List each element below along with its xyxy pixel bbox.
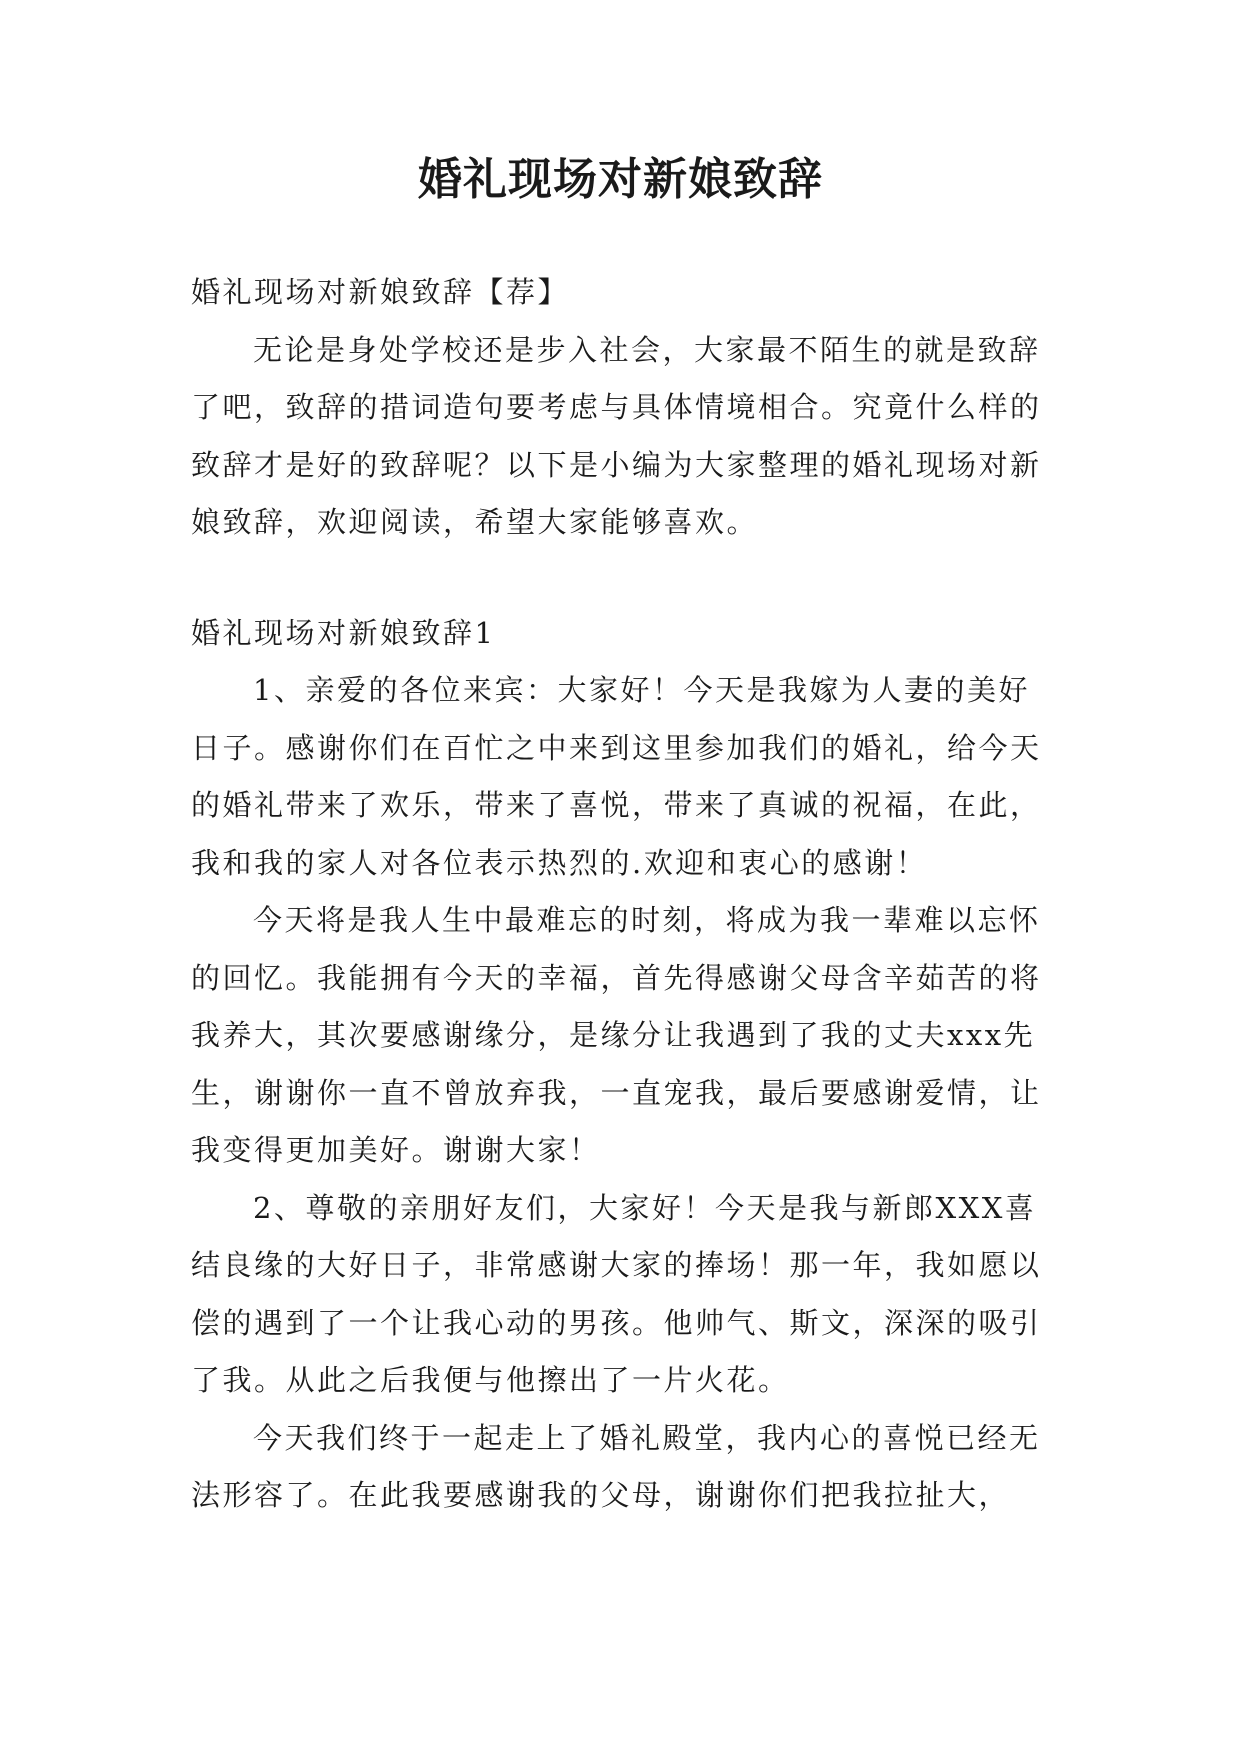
intro-paragraph: 无论是身处学校还是步入社会，大家最不陌生的就是致辞了吧，致辞的措词造句要考虑与具体情境相合。究竟什么样的致辞才是好的致辞呢？以下是小编为大家整理的婚礼现场对新娘致辞，欢迎阅读，希望大家能够喜欢。 <box>191 332 1042 539</box>
document-title: 婚礼现场对新娘致辞 <box>418 154 823 205</box>
section-spacer <box>191 552 1051 605</box>
body-paragraph-4: 今天我们终于一起走上了婚礼殿堂，我内心的喜悦已经无法形容了。在此我要感谢我的父母，谢谢你们把我拉扯大， <box>191 1420 1041 1512</box>
body-paragraph-1: 1、亲爱的各位来宾：大家好！今天是我嫁为人妻的美好日子。感谢你们在百忙之中来到这里参加我们的婚礼，给今天的婚礼带来了欢乐，带来了喜悦，带来了真诚的祝福，在此，我和我的家人对各位表示热烈的.欢迎和衷心的感谢！ <box>191 673 1042 880</box>
body-paragraph-3: 2、尊敬的亲朋好友们，大家好！今天是我与新郎XXX喜结良缘的大好日子，非常感谢大家的捧场！那一年，我如愿以偿的遇到了一个让我心动的男孩。他帅气、斯文，深深的吸引了我。从此之后我便与他擦出了一片火花。 <box>191 1190 1042 1397</box>
document-subtitle: 婚礼现场对新娘致辞【荐】 <box>191 275 570 309</box>
section-heading: 婚礼现场对新娘致辞1 <box>191 615 496 650</box>
body-paragraph-2: 今天将是我人生中最难忘的时刻，将成为我一辈难以忘怀的回忆。我能拥有今天的幸福，首先得感谢父母含辛茹苦的将我养大，其次要感谢缘分，是缘分让我遇到了我的丈夫xxx先生，谢谢你一直不曾放弃我，一直宠我，最后要感谢爱情，让我变得更加美好。谢谢大家！ <box>191 903 1042 1167</box>
document-body <box>191 264 1051 1525</box>
